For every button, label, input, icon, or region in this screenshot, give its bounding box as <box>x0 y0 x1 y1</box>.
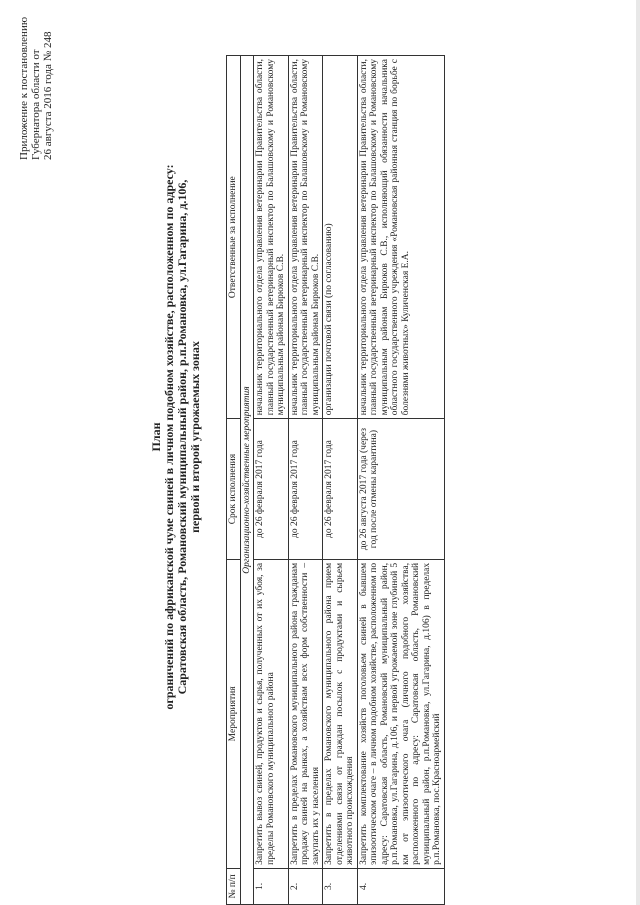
row-responsible: организации почтовой связи (по согласованию) <box>323 56 358 419</box>
measures-table <box>226 55 445 905</box>
row-measure: Запретить комплектование хозяйств поголовьем свиней в бывшем эпизоотическом очаге – в личном подобном хозяйстве, расположенном по адресу: Саратовская область, Романовский муниципальный район, р.п.Романовка, ул.Гагарина, д.106, и первой угрожаемой зоне глубиной 5 км от эпизоотического очага (личного подобного хозяйства, расположенного по адресу: Саратовская область, Романовский муниципальный район, р.п.Романовка, ул.Гагарина, д.106) в пределах р.п.Романовка, пос.Красноармейский <box>357 559 444 868</box>
row-num: 4. <box>357 868 444 904</box>
heading-line: Саратовская область, Романовский муниципальный район, р.п.Романовка, ул.Гагарина, д.106, <box>175 179 189 695</box>
table-header-row <box>227 56 241 905</box>
row-deadline: до 26 августа 2017 года (через год после отмены карантина) <box>357 419 444 560</box>
row-measure: Запретить в пределах Романовского муниципального района гражданам продажу свиней на рынках, а хозяйствам всех форм собственности – закупать их у населения <box>288 559 323 868</box>
heading-line: ограничений по африканской чуме свиней в личном подобном хозяйстве, расположенном по адресу: <box>162 164 176 710</box>
annex-line: 26 августа 2016 года № 248 <box>42 31 54 160</box>
row-num: 2. <box>288 868 323 904</box>
header-deadline: Срок исполнения <box>227 419 241 560</box>
row-deadline: до 26 февраля 2017 года <box>254 419 289 560</box>
row-deadline: до 26 февраля 2017 года <box>323 419 358 560</box>
row-measure: Запретить в пределах Романовского муниципального района прием отделениями связи от граждан посылок с продуктами и сырьем животного происхождения <box>323 559 358 868</box>
heading-line: первой и второй угрожаемых зонах <box>188 341 202 533</box>
row-responsible: начальник территориального отдела управления ветеринарии Правительства области, главный государственный ветеринарный инспектор по Балашовскому и Романовскому муниципальным районам Бирюков С.В. <box>254 56 289 419</box>
annex-line: Губернатора области от <box>30 49 42 160</box>
table-row <box>323 56 358 905</box>
header-num: № п/п <box>227 868 241 904</box>
table-row <box>288 56 323 905</box>
table-row <box>254 56 289 905</box>
row-responsible: начальник территориального отдела управления ветеринарии Правительства области, главный государственный ветеринарный инспектор по Балашовскому и Романовскому муниципальным районам Бирюков С.В., исполняющий обязанности начальника областного государственного учреждения «Романовская районная станция по борьбе с болезнями животных» Куличенская Е.А. <box>357 56 444 419</box>
row-num: 3. <box>323 868 358 904</box>
table-row <box>357 56 444 905</box>
section-row <box>240 56 254 905</box>
row-responsible: начальник территориального отдела управления ветеринарии Правительства области, главный государственный ветеринарный инспектор по Балашовскому и Романовскому муниципальным районам Бирюков С.В. <box>288 56 323 419</box>
header-measures: Мероприятия <box>227 559 241 868</box>
row-deadline: до 26 февраля 2017 года <box>288 419 323 560</box>
header-responsible: Ответственные за исполнение <box>227 56 241 419</box>
annex-line: Приложение к постановлению <box>18 16 30 160</box>
annex-note <box>18 0 54 160</box>
document-heading <box>150 87 202 787</box>
scan-edge <box>636 0 640 905</box>
row-num: 1. <box>254 868 289 904</box>
row-measure: Запретить вывоз свиней, продуктов и сырья, полученных от их убоя, за пределы Романовского муниципального района <box>254 559 289 868</box>
document-title: План <box>149 422 163 452</box>
section-title: Организационно-хозяйственные мероприятия <box>240 56 254 905</box>
